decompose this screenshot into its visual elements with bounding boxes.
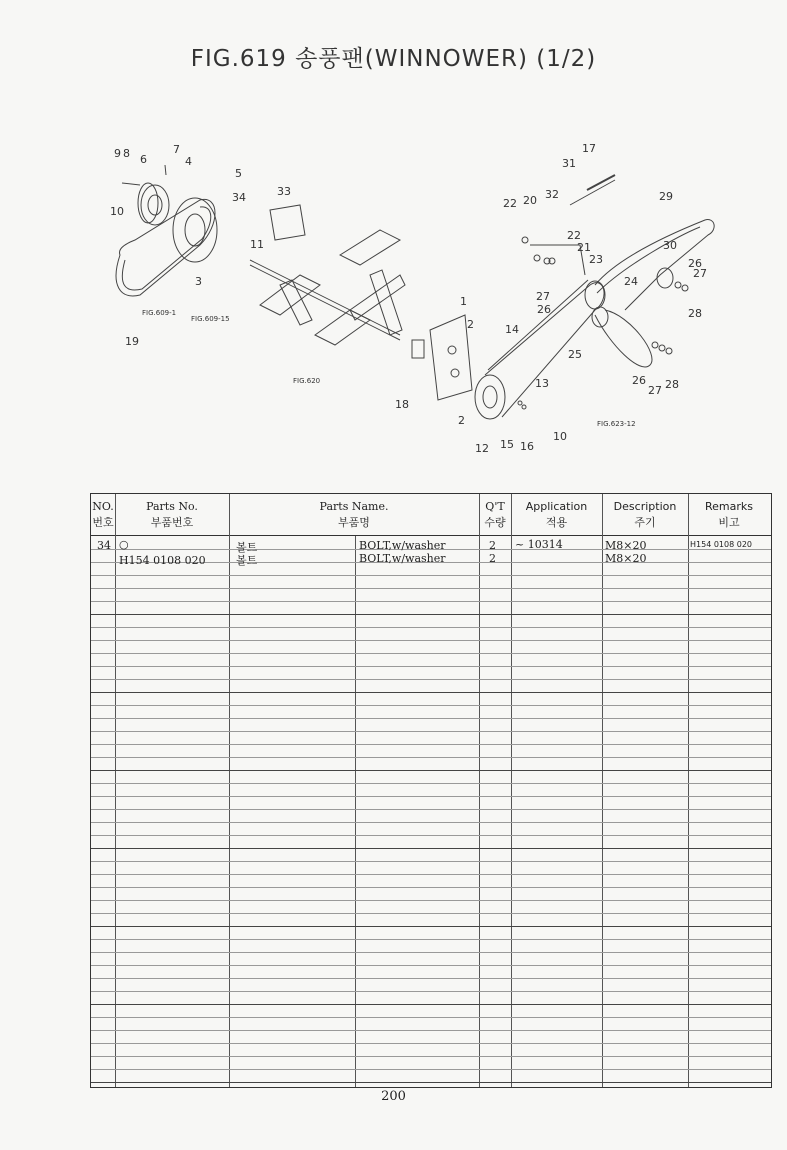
- svg-text:29: 29: [659, 190, 673, 203]
- table-row-line: [91, 1043, 771, 1044]
- bracket-33: [270, 205, 305, 240]
- header-remarks: Remarks 비고: [705, 500, 753, 529]
- svg-text:32: 32: [545, 188, 559, 201]
- svg-text:27: 27: [648, 384, 662, 397]
- row-no: 34: [97, 539, 111, 552]
- row-name-en: BOLT,w/washer: [359, 539, 446, 552]
- svg-text:31: 31: [562, 157, 576, 170]
- svg-text:17: 17: [582, 142, 596, 155]
- svg-text:25: 25: [568, 348, 582, 361]
- table-row-line: [91, 861, 771, 862]
- svg-text:21: 21: [577, 241, 591, 254]
- svg-text:19: 19: [125, 335, 139, 348]
- table-row-line: [91, 874, 771, 875]
- svg-text:18: 18: [395, 398, 409, 411]
- pulley-12: [475, 375, 505, 419]
- svg-text:27: 27: [693, 267, 707, 280]
- svg-text:6: 6: [140, 153, 147, 166]
- svg-text:20: 20: [523, 194, 537, 207]
- table-row-line: [91, 1082, 771, 1083]
- svg-text:5: 5: [235, 167, 242, 180]
- table-row-line: [91, 887, 771, 888]
- table-row-line: [91, 1056, 771, 1057]
- table-row-line: [91, 835, 771, 836]
- table-row-line: [91, 718, 771, 719]
- svg-text:22: 22: [567, 229, 581, 242]
- row-qty: 2: [489, 552, 496, 565]
- svg-text:34: 34: [232, 191, 246, 204]
- svg-text:28: 28: [665, 378, 679, 391]
- svg-text:FIG.620: FIG.620: [293, 377, 321, 385]
- header-parts-name: Parts Name. 부품명: [319, 500, 389, 529]
- table-row-line: [91, 731, 771, 732]
- svg-text:33: 33: [277, 185, 291, 198]
- svg-text:23: 23: [589, 253, 603, 266]
- bushing-18: [412, 340, 424, 358]
- table-row-line: [91, 627, 771, 628]
- row-name-en: BOLT,w/washer: [359, 552, 446, 565]
- svg-text:7: 7: [173, 143, 180, 156]
- table-row-line: [91, 783, 771, 784]
- table-row-line: [91, 588, 771, 589]
- table-row-line: [91, 744, 771, 745]
- row-qty: 2: [489, 539, 496, 552]
- row-application: ~ 10314: [515, 538, 563, 551]
- svg-text:30: 30: [663, 239, 677, 252]
- svg-text:FIG.609-15: FIG.609-15: [191, 315, 230, 323]
- page-number: 200: [381, 1089, 406, 1104]
- parts-table: [90, 493, 772, 1088]
- row-parts-no: H154 0108 020: [119, 554, 206, 567]
- svg-text:4: 4: [185, 155, 192, 168]
- header-qty: Q'T 수량: [484, 500, 506, 529]
- svg-text:10: 10: [553, 430, 567, 443]
- page-title: FIG.619 송풍팬(WINNOWER) (1/2): [190, 46, 597, 72]
- svg-text:2: 2: [458, 414, 465, 427]
- svg-text:3: 3: [195, 275, 202, 288]
- table-row-line: [91, 900, 771, 901]
- row-remarks: H154 0108 020: [690, 540, 752, 549]
- table-row-line: [91, 666, 771, 667]
- svg-text:26: 26: [688, 257, 702, 270]
- svg-text:27: 27: [536, 290, 550, 303]
- table-row-line: [91, 978, 771, 979]
- svg-text:FIG.623-12: FIG.623-12: [597, 420, 636, 428]
- table-row-line: [91, 705, 771, 706]
- header-no: NO. 번호: [92, 500, 114, 529]
- row-description: M8×20: [605, 552, 647, 565]
- svg-text:9: 9: [114, 147, 121, 160]
- row-name-ko: 볼트: [236, 541, 258, 554]
- table-row-line: [91, 848, 771, 849]
- table-row-line: [91, 809, 771, 810]
- row-parts-no: ○: [119, 538, 129, 551]
- row-description: M8×20: [605, 539, 647, 552]
- fan-shaft: [250, 230, 405, 345]
- svg-text:15: 15: [500, 438, 514, 451]
- table-row-line: [91, 1069, 771, 1070]
- table-row-line: [91, 913, 771, 914]
- svg-text:26: 26: [632, 374, 646, 387]
- svg-text:28: 28: [688, 307, 702, 320]
- table-row-line: [91, 939, 771, 940]
- left-pulley: [138, 183, 169, 225]
- bracket-1: [430, 315, 472, 400]
- svg-text:2: 2: [467, 318, 474, 331]
- header-description: Description 주기: [613, 500, 677, 529]
- table-row-line: [91, 1030, 771, 1031]
- svg-text:12: 12: [475, 442, 489, 455]
- table-row-line: [91, 575, 771, 576]
- svg-text:11: 11: [250, 238, 264, 251]
- table-row-line: [91, 679, 771, 680]
- svg-text:10: 10: [110, 205, 124, 218]
- header-parts-no: Parts No. 부품번호: [146, 500, 198, 529]
- table-row-line: [91, 601, 771, 602]
- table-row-line: [91, 692, 771, 693]
- svg-text:8: 8: [123, 147, 130, 160]
- winnower-exploded-diagram: [100, 135, 740, 465]
- table-row-line: [91, 640, 771, 641]
- table-row-line: [91, 926, 771, 927]
- diagram-callouts: [110, 142, 707, 455]
- diagram-figure-references: [142, 309, 636, 428]
- header-application: Application 적용: [525, 500, 588, 529]
- svg-text:22: 22: [503, 197, 517, 210]
- table-row-line: [91, 1004, 771, 1005]
- table-row-line: [91, 653, 771, 654]
- svg-text:24: 24: [624, 275, 638, 288]
- svg-text:14: 14: [505, 323, 519, 336]
- table-row-line: [91, 614, 771, 615]
- svg-text:13: 13: [535, 377, 549, 390]
- parts-table-header: [91, 494, 771, 536]
- svg-text:16: 16: [520, 440, 534, 453]
- table-row-line: [91, 952, 771, 953]
- table-row-line: [91, 757, 771, 758]
- table-row-line: [91, 822, 771, 823]
- idler-pulley: [585, 281, 605, 309]
- table-row-line: [91, 1017, 771, 1018]
- table-row-line: [91, 770, 771, 771]
- svg-text:26: 26: [537, 303, 551, 316]
- table-row-line: [91, 796, 771, 797]
- table-row-line: [91, 965, 771, 966]
- svg-text:1: 1: [460, 295, 467, 308]
- svg-text:FIG.609-1: FIG.609-1: [142, 309, 177, 317]
- row-name-ko: 볼트: [236, 554, 258, 567]
- table-row-line: [91, 991, 771, 992]
